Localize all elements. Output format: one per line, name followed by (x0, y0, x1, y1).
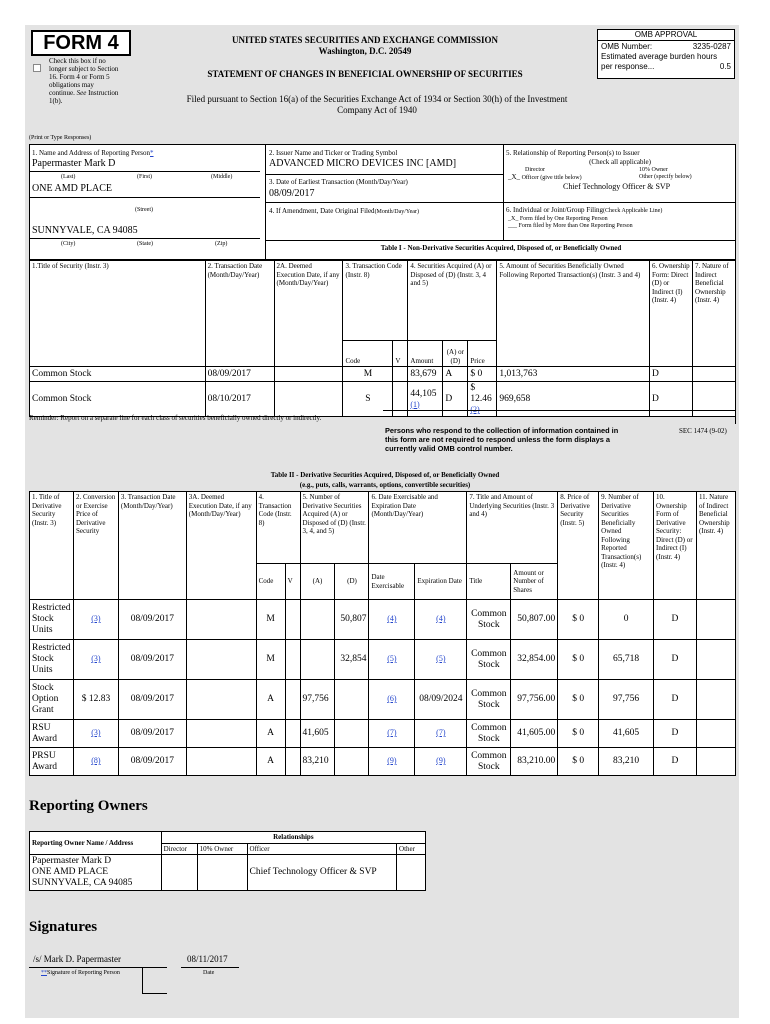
t2-security: Restricted Stock Units (30, 640, 74, 680)
t2-d (335, 680, 369, 720)
t1-code-val: M (343, 367, 393, 382)
issuer-name: ADVANCED MICRO DEVICES INC [AMD] (269, 158, 457, 169)
reporting-person-name: Papermaster Mark D (32, 158, 116, 169)
ro-col-owner: 10% Owner (197, 843, 247, 855)
reporting-person-label: 1. Name and Address of Reporting Person* (32, 149, 154, 157)
table2-title: Table II - Derivative Securities Acquired, Disposed of, or Beneficially Owned (270, 471, 500, 479)
t2-date: 08/09/2017 (118, 600, 186, 640)
reporting-owners-table (29, 831, 426, 891)
t2-code: M (256, 640, 285, 680)
t1-v-val (393, 367, 408, 382)
table-row (30, 720, 736, 748)
signature-footnote-link[interactable]: ** (41, 970, 47, 976)
omb-number: 3235-0287 (692, 42, 731, 51)
street-label: (Street) (135, 207, 153, 213)
t2-form: D (654, 720, 697, 748)
t2-deemed (186, 600, 256, 640)
t2-h2: 2. Conversion or Exercise Price of Derivative Security (73, 492, 118, 600)
t2-owned: 83,210 (599, 748, 654, 776)
t2-exer[interactable] (369, 600, 415, 640)
t2-exer[interactable] (369, 748, 415, 776)
t1-aord: (A) or (D) (443, 341, 468, 367)
t1-h2a: 2A. Deemed Execution Date, if any (Month/Day/Year) (274, 261, 343, 367)
t2-v (285, 748, 300, 776)
reporting-person-city: SUNNYVALE, CA 94085 (32, 225, 138, 236)
t2-security: Restricted Stock Units (30, 600, 74, 640)
t2-code: M (256, 600, 285, 640)
t2-a: 41,605 (300, 720, 335, 748)
signatures-heading: Signatures (29, 919, 98, 935)
t2-form: D (654, 600, 697, 640)
footnote-link[interactable]: (5) (387, 654, 397, 663)
t2-nature (696, 680, 735, 720)
t1-price-val: $ 0 (468, 367, 497, 382)
t1-date: 08/09/2017 (205, 367, 274, 382)
t2-title: Common Stock (467, 748, 511, 776)
t2-conv[interactable] (73, 720, 118, 748)
t2-a: 97,756 (300, 680, 335, 720)
t2-exp: Expiration Date (415, 564, 467, 600)
t1-h4: 4. Securities Acquired (A) or Disposed of (D) (Instr. 3, 4 and 5) (408, 261, 497, 341)
t2-h5: 5. Number of Derivative Securities Acquired (A) or Disposed of (D) (Instr. 3, 4, and 5) (300, 492, 369, 564)
state-label: (State) (137, 241, 153, 247)
table-row (30, 680, 736, 720)
t2-v (285, 600, 300, 640)
t2-amount: 83,210.00 (511, 748, 558, 776)
t2-price: $ 0 (558, 680, 599, 720)
no-longer-subject-checkbox[interactable] (33, 59, 41, 77)
t2-code: A (256, 748, 285, 776)
t2-d (335, 720, 369, 748)
t2-amount: 97,756.00 (511, 680, 558, 720)
print-note: (Print or Type Responses) (29, 135, 92, 141)
ro-other (397, 855, 426, 891)
t2-owned: 0 (599, 600, 654, 640)
middle-label: (Middle) (211, 174, 233, 180)
t2-code: A (256, 720, 285, 748)
t2-security: PRSU Award (30, 748, 74, 776)
t2-security: Stock Option Grant (30, 680, 74, 720)
t1-aord-val: A (443, 367, 468, 382)
signature-date: 08/11/2017 (187, 954, 228, 964)
t2-v: V (285, 564, 300, 600)
footnote-link[interactable]: (5) (436, 654, 446, 663)
t2-date: 08/09/2017 (118, 680, 186, 720)
t2-deemed (186, 680, 256, 720)
ro-director (161, 855, 197, 891)
table-row (30, 367, 736, 382)
t1-amount: Amount (408, 341, 443, 367)
omb-number-label: OMB Number: (601, 42, 653, 51)
last-label: (Last) (61, 174, 76, 180)
footnote-link[interactable]: (9) (436, 756, 446, 765)
t2-a: 83,210 (300, 748, 335, 776)
ro-col-director: Director (161, 843, 197, 855)
table-row (30, 640, 736, 680)
table-row (30, 600, 736, 640)
t2-date-ex: Date Exercisable (369, 564, 415, 600)
footnote-link[interactable]: (6) (387, 694, 397, 703)
footnote-link[interactable]: (7) (436, 728, 446, 737)
issuer-label: 2. Issuer Name and Ticker or Trading Symbol (269, 149, 398, 157)
t2-exp[interactable] (415, 600, 467, 640)
t2-date: 08/09/2017 (118, 748, 186, 776)
t2-h1: 1. Title of Derivative Security (Instr. 3) (30, 492, 74, 600)
t1-v-val (393, 382, 408, 417)
omb-title: OMB APPROVAL (598, 30, 734, 41)
t2-date: 08/09/2017 (118, 640, 186, 680)
footnote-link[interactable]: (3) (91, 728, 101, 737)
t2-date: 08/09/2017 (118, 720, 186, 748)
date-label: Date (203, 970, 215, 976)
t2-v (285, 680, 300, 720)
t2-price: $ 0 (558, 748, 599, 776)
t2-d: 32,854 (335, 640, 369, 680)
t2-conv[interactable] (73, 640, 118, 680)
ro-name-address: Papermaster Mark D ONE AMD PLACE SUNNYVALE, CA 94085 (30, 855, 162, 891)
t1-nature-val (692, 367, 735, 382)
t2-nature (696, 600, 735, 640)
t2-h6: 6. Date Exercisable and Expiration Date (Month/Day/Year) (369, 492, 467, 564)
t1-amount-val: 44,105 (1) (408, 382, 443, 417)
t2-exer[interactable] (369, 720, 415, 748)
t1-code-val: S (343, 382, 393, 417)
t1-security: Common Stock (30, 382, 206, 417)
t2-h4: 4. Transaction Code (Instr. 8) (256, 492, 300, 564)
t2-conv: $ 12.83 (73, 680, 118, 720)
table2 (29, 491, 736, 776)
t2-code: Code (256, 564, 285, 600)
amendment-label: 4. If Amendment, Date Original Filed(Month/Day/Year) (269, 207, 419, 215)
t2-deemed (186, 748, 256, 776)
t1-h1: 1.Title of Security (Instr. 3) (30, 261, 206, 367)
t2-nature (696, 720, 735, 748)
earliest-date-label: 3. Date of Earliest Transaction (Month/Day/Year) (269, 178, 408, 186)
t2-amount: 50,807.00 (511, 600, 558, 640)
t2-owned: 41,605 (599, 720, 654, 748)
signature-label: **Signature of Reporting Person (41, 970, 120, 976)
t1-deemed (274, 382, 343, 417)
t2-h9: 9. Number of Derivative Securities Beneficially Owned Following Reported Transaction(s) (Instr. 4) (599, 492, 654, 600)
footnote-link[interactable]: (8) (91, 756, 101, 765)
reminder: Reminder: Report on a separate line for each class of securities beneficially owned directly or indirectly. (29, 414, 322, 422)
individual-filing-label: 6. Individual or Joint/Group Filing(Check Applicable Line) (506, 206, 663, 214)
t1-h5: 5. Amount of Securities Beneficially Owned Following Reported Transaction(s) (Instr. 3 and 4) (497, 261, 650, 367)
t1-deemed (274, 367, 343, 382)
t2-v (285, 640, 300, 680)
t2-owned: 97,756 (599, 680, 654, 720)
t2-deemed (186, 640, 256, 680)
t2-title: Title (467, 564, 511, 600)
t2-price: $ 0 (558, 600, 599, 640)
t1-h6: 6. Ownership Form: Direct (D) or Indirect (I) (Instr. 4) (649, 261, 692, 367)
footnote-link[interactable]: (1) (410, 399, 420, 409)
omb-burden-value: 0.5 (719, 62, 731, 71)
t2-form: D (654, 748, 697, 776)
t2-price: $ 0 (558, 640, 599, 680)
t1-nature-val (692, 382, 735, 417)
t2-h8: 8. Price of Derivative Security (Instr. 5) (558, 492, 599, 600)
t2-nature (696, 748, 735, 776)
footnote-link[interactable]: (9) (387, 756, 397, 765)
ro-col-officer: Officer (247, 843, 397, 855)
footnote-link[interactable]: (3) (91, 614, 101, 623)
t2-title: Common Stock (467, 600, 511, 640)
t1-h3: 3. Transaction Code (Instr. 8) (343, 261, 408, 341)
rel-owner: 10% Owner (639, 167, 668, 173)
t2-nature (696, 640, 735, 680)
t1-owned-val: 1,013,763 (497, 367, 650, 382)
table-row (30, 748, 736, 776)
filed-pursuant: Filed pursuant to Section 16(a) of the Securities Exchange Act of 1934 or Section 30(h) of the Investment Company Act of 1940 (186, 94, 568, 115)
table-row (30, 382, 736, 417)
t2-conv[interactable] (73, 600, 118, 640)
footnote-link[interactable]: (3) (91, 654, 101, 663)
agency-location: Washington, D.C. 20549 (318, 46, 412, 56)
omb-burden-label-2: per response... (601, 62, 655, 71)
city-label: (City) (61, 241, 76, 247)
t2-amount: 32,854.00 (511, 640, 558, 680)
t1-form-val: D (649, 382, 692, 417)
footnote-link[interactable]: (2) (470, 405, 480, 414)
rel-officer-title: Chief Technology Officer & SVP (563, 182, 671, 191)
t2-h10: 10. Ownership Form of Derivative Security: Direct (D) or Indirect (I) (Instr. 4) (654, 492, 697, 600)
t1-owned-val: 969,658 (497, 382, 650, 417)
t2-h3: 3. Transaction Date (Month/Day/Year) (118, 492, 186, 600)
checkbox-note: Check this box if no longer subject to Section 16. Form 4 or Form 5 obligations may continue. See Instruction 1(b). (49, 57, 119, 105)
t2-conv[interactable] (73, 748, 118, 776)
t1-code: Code (343, 341, 393, 367)
individual-filing-more: ___ Form filed by More than One Reporting Person (508, 223, 633, 229)
table1-title: Table I - Non-Derivative Securities Acquired, Disposed of, or Beneficially Owned (380, 244, 622, 252)
t2-amount: Amount or Number of Shares (511, 564, 558, 600)
t1-v: V (393, 341, 408, 367)
t2-code: A (256, 680, 285, 720)
t2-a: (A) (300, 564, 335, 600)
t2-security: RSU Award (30, 720, 74, 748)
t2-price: $ 0 (558, 720, 599, 748)
agency-name: UNITED STATES SECURITIES AND EXCHANGE COMMISSION (232, 35, 498, 45)
t2-a (300, 640, 335, 680)
t2-amount: 41,605.00 (511, 720, 558, 748)
signature-value: /s/ Mark D. Papermaster (33, 954, 121, 964)
first-label: (First) (137, 174, 152, 180)
table1 (29, 260, 736, 417)
sec-number: SEC 1474 (9-02) (679, 427, 727, 435)
omb-notice: Persons who respond to the collection of information contained in this form are not required to respond unless the form displays a currently valid OMB control number. (385, 426, 619, 453)
t2-title: Common Stock (467, 640, 511, 680)
t2-exp[interactable] (415, 720, 467, 748)
rel-officer: _X_ Officer (give title below) (508, 173, 582, 181)
t1-amount-val: 83,679 (408, 367, 443, 382)
zip-label: (Zip) (215, 241, 228, 247)
reporting-person-address: ONE AMD PLACE (32, 183, 113, 194)
t2-d (335, 748, 369, 776)
relationship-label: 5. Relationship of Reporting Person(s) to Issuer (506, 149, 640, 157)
t2-d: 50,807 (335, 600, 369, 640)
t2-h7: 7. Title and Amount of Underlying Securities (Instr. 3 and 4) (467, 492, 558, 564)
reporting-owners-heading: Reporting Owners (29, 798, 148, 814)
t1-h7: 7. Nature of Indirect Beneficial Ownership (Instr. 4) (692, 261, 735, 367)
ro-col-rel: Relationships (161, 832, 425, 844)
t2-a (300, 600, 335, 640)
t1-price: Price (468, 341, 497, 367)
t2-title: Common Stock (467, 680, 511, 720)
t2-exer[interactable] (369, 640, 415, 680)
omb-burden-label: Estimated average burden hours (601, 52, 718, 61)
t2-h3a: 3A. Deemed Execution Date, if any (Month/Day/Year) (186, 492, 256, 600)
t2-exp[interactable] (415, 748, 467, 776)
individual-filing-one: _X_ Form filed by One Reporting Person (508, 216, 608, 222)
t2-exp: 08/09/2024 (415, 680, 467, 720)
t2-h11: 11. Nature of Indirect Beneficial Ownership (Instr. 4) (696, 492, 735, 600)
t2-form: D (654, 680, 697, 720)
form-title: FORM 4 (43, 32, 119, 54)
footnote-link[interactable]: (4) (387, 614, 397, 623)
name-footnote-link[interactable]: * (150, 149, 154, 157)
t1-h2: 2. Transaction Date (Month/Day/Year) (205, 261, 274, 367)
statement-title: STATEMENT OF CHANGES IN BENEFICIAL OWNERSHIP OF SECURITIES (207, 69, 523, 79)
t2-exer[interactable] (369, 680, 415, 720)
footnote-link[interactable]: (4) (436, 614, 446, 623)
t1-price-val: $ 12.46 (2) (468, 382, 497, 417)
t2-exp[interactable] (415, 640, 467, 680)
relationship-sub: (Check all applicable) (589, 158, 651, 166)
rel-director: Director (525, 167, 545, 173)
t1-form-val: D (649, 367, 692, 382)
form-title-box (31, 30, 131, 56)
t2-d: (D) (335, 564, 369, 600)
t1-security: Common Stock (30, 367, 206, 382)
ro-col-other: Other (397, 843, 426, 855)
t2-owned: 65,718 (599, 640, 654, 680)
t2-v (285, 720, 300, 748)
table2-subtitle: (e.g., puts, calls, warrants, options, convertible securities) (299, 481, 471, 489)
t1-aord-val: D (443, 382, 468, 417)
t2-title: Common Stock (467, 720, 511, 748)
omb-approval-box (597, 29, 735, 79)
footnote-link[interactable]: (7) (387, 728, 397, 737)
t1-date: 08/10/2017 (205, 382, 274, 417)
t2-form: D (654, 640, 697, 680)
rel-other: Other (specify below) (639, 174, 692, 180)
t2-deemed (186, 720, 256, 748)
ro-owner (197, 855, 247, 891)
ro-col-name: Reporting Owner Name / Address (30, 832, 162, 855)
ro-officer: Chief Technology Officer & SVP (247, 855, 397, 891)
form4-page (25, 25, 739, 1018)
earliest-date: 08/09/2017 (269, 188, 315, 199)
